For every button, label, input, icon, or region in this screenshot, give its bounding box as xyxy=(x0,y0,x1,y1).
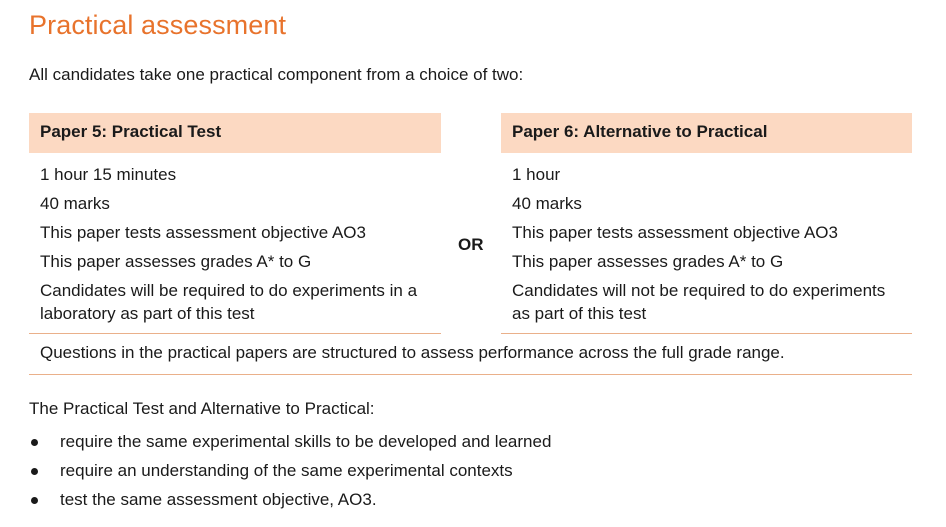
paper-5-header: Paper 5: Practical Test xyxy=(29,113,441,153)
bullet-icon xyxy=(31,497,38,504)
paper-6-header: Paper 6: Alternative to Practical xyxy=(501,113,912,153)
list-item xyxy=(29,432,551,461)
paper-5-column xyxy=(29,113,441,334)
paper-5-requirement: Candidates will be required to do experiments in a laboratory as part of this test xyxy=(40,281,418,323)
bullet-icon xyxy=(31,468,38,475)
list-item-text: require the same experimental skills to be developed and learned xyxy=(60,432,552,451)
list-intro: The Practical Test and Alternative to Practical: xyxy=(29,399,375,418)
paper-5-details xyxy=(29,153,441,334)
paper-6-requirement: Candidates will not be required to do experiments as part of this test xyxy=(512,281,886,323)
list-item xyxy=(29,461,551,490)
paper-6-duration: 1 hour xyxy=(512,165,561,184)
paper-6-details xyxy=(501,153,912,334)
paper-6-column xyxy=(501,113,912,334)
paper-5-marks: 40 marks xyxy=(40,194,110,213)
page-title: Practical assessment xyxy=(29,10,287,40)
paper-5-duration: 1 hour 15 minutes xyxy=(40,165,177,184)
paper-5-grades: This paper assesses grades A* to G xyxy=(40,252,312,271)
bullet-icon xyxy=(31,439,38,446)
paper-5-objective: This paper tests assessment objective AO3 xyxy=(40,223,366,242)
or-separator: OR xyxy=(458,235,484,254)
list-item-text: test the same assessment objective, AO3. xyxy=(60,490,377,509)
paper-6-objective: This paper tests assessment objective AO3 xyxy=(512,223,838,242)
list-item xyxy=(29,490,551,519)
grade-range-note: Questions in the practical papers are structured to assess performance across the full grade range. xyxy=(29,334,912,375)
intro-text: All candidates take one practical component from a choice of two: xyxy=(29,65,524,84)
bullet-list xyxy=(29,432,551,519)
paper-6-grades: This paper assesses grades A* to G xyxy=(512,252,784,271)
paper-6-marks: 40 marks xyxy=(512,194,582,213)
list-item-text: require an understanding of the same experimental contexts xyxy=(60,461,513,480)
